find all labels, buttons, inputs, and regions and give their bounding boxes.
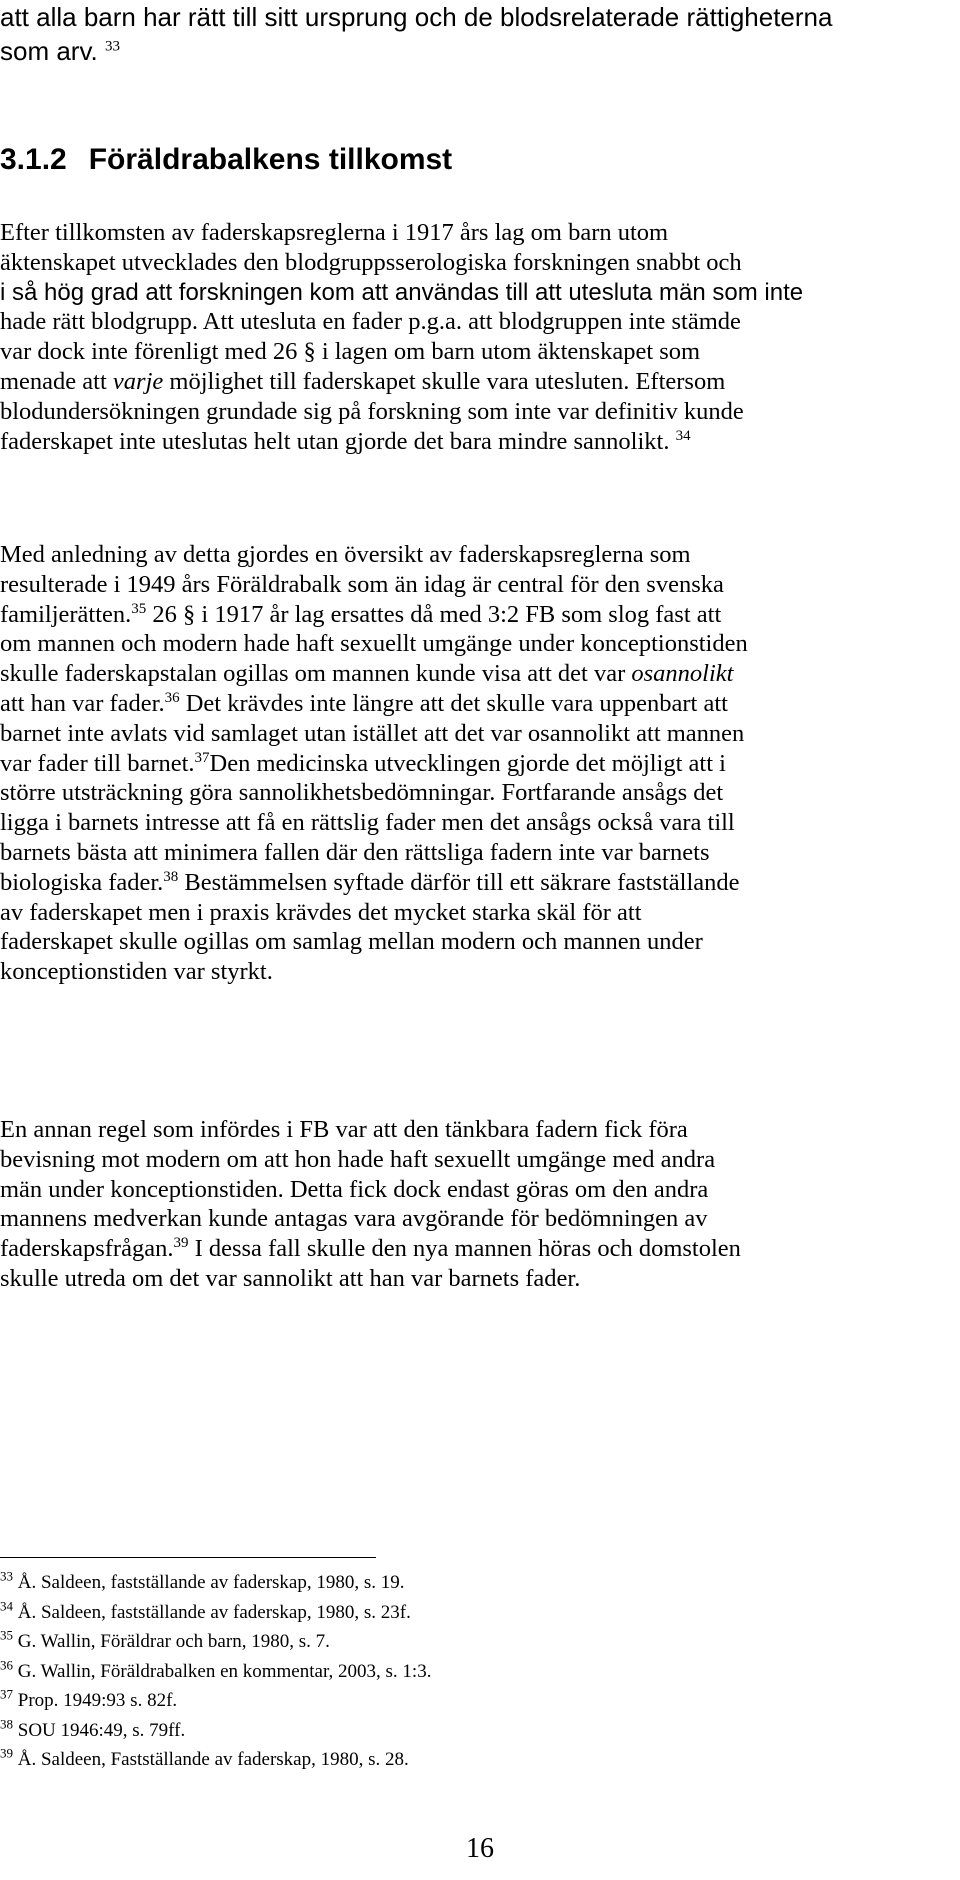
text-line: i så hög grad att forskningen kom att användas till att utesluta män som inte bbox=[0, 278, 804, 306]
section-number: 3.1.2 bbox=[0, 143, 67, 176]
footnote: $^{35}$ G. Wallin, Föräldrar och barn, 1980, s. 7. bbox=[0, 1627, 330, 1652]
footnote: $^{39}$ Å. Saldeen, Fastställande av faderskap, 1980, s. 28. bbox=[0, 1745, 409, 1770]
text-line: skulle utreda om det var sannolikt att han var barnets fader. bbox=[0, 1264, 581, 1292]
footnote-ref-39: 39 bbox=[173, 1235, 189, 1252]
text-line: äktenskapet utvecklades den blodgruppsserologiska forskningen snabbt och bbox=[0, 248, 742, 276]
footnote-ref-36: 36 bbox=[164, 689, 180, 706]
footnote-ref-38: 38 bbox=[163, 868, 179, 885]
footnote: $^{33}$ Å. Saldeen, fastställande av faderskap, 1980, s. 19. bbox=[0, 1568, 405, 1593]
footnote: $^{38}$ SOU 1946:49, s. 79ff. bbox=[0, 1716, 186, 1741]
text-line: Efter tillkomsten av faderskapsreglerna i 1917 års lag om barn utom bbox=[0, 219, 669, 246]
text-line: var dock inte förenligt med 26 § i lagen om barn utom äktenskapet som bbox=[0, 338, 701, 366]
page-number: 16 bbox=[466, 1833, 494, 1864]
text-line: mannens medverkan kunde antagas vara avgörande för bedömningen av bbox=[0, 1205, 708, 1233]
text-line: En annan regel som infördes i FB var att den tänkbara fadern fick föra bbox=[0, 1116, 688, 1143]
footnote: $^{37}$ Prop. 1949:93 s. 82f. bbox=[0, 1686, 178, 1711]
text-line: konceptionstiden var styrkt. bbox=[0, 958, 273, 986]
text-line: att han var fader.$^{36}$ Det krävdes inte längre att det skulle vara uppenbart att bbox=[0, 689, 728, 717]
intro-line-2: som arv. $^{33}$ bbox=[0, 36, 120, 66]
text-line: skulle faderskapstalan ogillas om mannen kunde visa att det var osannolikt bbox=[0, 660, 734, 688]
text-line: familjerätten.$^{35}$ 26 § i 1917 år lag ersattes då med 3:2 FB som slog fast att bbox=[0, 600, 722, 628]
intro-line-1: att alla barn har rätt till sitt ursprung och de blodsrelaterade rättigheterna bbox=[0, 2, 833, 32]
text-line: Med anledning av detta gjordes en översikt av faderskapsreglerna som bbox=[0, 541, 691, 568]
text-line: faderskapet inte uteslutas helt utan gjorde det bara mindre sannolikt. $^{34}$ bbox=[0, 427, 691, 455]
footnote-ref-33: 33 bbox=[105, 38, 120, 55]
section-heading bbox=[0, 140, 452, 180]
text-line: faderskapsfrågan.$^{39}$ I dessa fall skulle den nya mannen höras och domstolen bbox=[0, 1235, 741, 1263]
text-line: av faderskapet men i praxis krävdes det mycket starka skäl för att bbox=[0, 898, 642, 926]
footnote-ref-37: 37 bbox=[194, 749, 210, 766]
text-line: faderskapet skulle ogillas om samlag mellan modern och mannen under bbox=[0, 928, 703, 956]
text-line: biologiska fader.$^{38}$ Bestämmelsen syftade därför till ett säkrare fastställande bbox=[0, 868, 740, 896]
text-line: bevisning mot modern om att hon hade haft sexuellt umgänge med andra bbox=[0, 1145, 716, 1173]
footnote-ref-35: 35 bbox=[131, 600, 147, 617]
text-line: män under konceptionstiden. Detta fick dock endast göras om den andra bbox=[0, 1175, 709, 1203]
footnote-divider bbox=[0, 1557, 376, 1558]
text-line: större utsträckning göra sannolikhetsbedömningar. Fortfarande ansågs det bbox=[0, 779, 724, 807]
text-line: resulterade i 1949 års Föräldrabalk som än idag är central för den svenska bbox=[0, 570, 724, 598]
text-line: ligga i barnets intresse att få en rättslig fader men det ansågs också vara till bbox=[0, 809, 735, 837]
text-line: blodundersökningen grundade sig på forskning som inte var definitiv kunde bbox=[0, 397, 744, 425]
intro-text bbox=[0, 0, 960, 68]
section-title: Föräldrabalkens tillkomst bbox=[88, 143, 453, 176]
footnote-ref-34: 34 bbox=[675, 427, 691, 444]
paragraph-2 bbox=[0, 540, 960, 987]
text-line: om mannen och modern hade haft sexuellt umgänge under konceptionstiden bbox=[0, 630, 748, 658]
text-line: var fader till barnet.$^{37}$Den medicinska utvecklingen gjorde det möjligt att i bbox=[0, 749, 726, 777]
text-line: barnet inte avlats vid samlaget utan istället att det var osannolikt att mannen bbox=[0, 719, 745, 747]
paragraph-3 bbox=[0, 1115, 960, 1294]
text-line: barnets bästa att minimera fallen där den rättsliga fadern inte var barnets bbox=[0, 838, 710, 866]
footnote: $^{34}$ Å. Saldeen, fastställande av faderskap, 1980, s. 23f. bbox=[0, 1598, 411, 1623]
text-line: hade rätt blodgrupp. Att utesluta en fader p.g.a. att blodgruppen inte stämde bbox=[0, 308, 741, 336]
text-line: menade att varje möjlighet till faderskapet skulle vara utesluten. Eftersom bbox=[0, 367, 726, 395]
footnote: $^{36}$ G. Wallin, Föräldrabalken en kommentar, 2003, s. 1:3. bbox=[0, 1657, 432, 1682]
paragraph-1 bbox=[0, 218, 960, 456]
footnotes bbox=[0, 1568, 431, 1775]
